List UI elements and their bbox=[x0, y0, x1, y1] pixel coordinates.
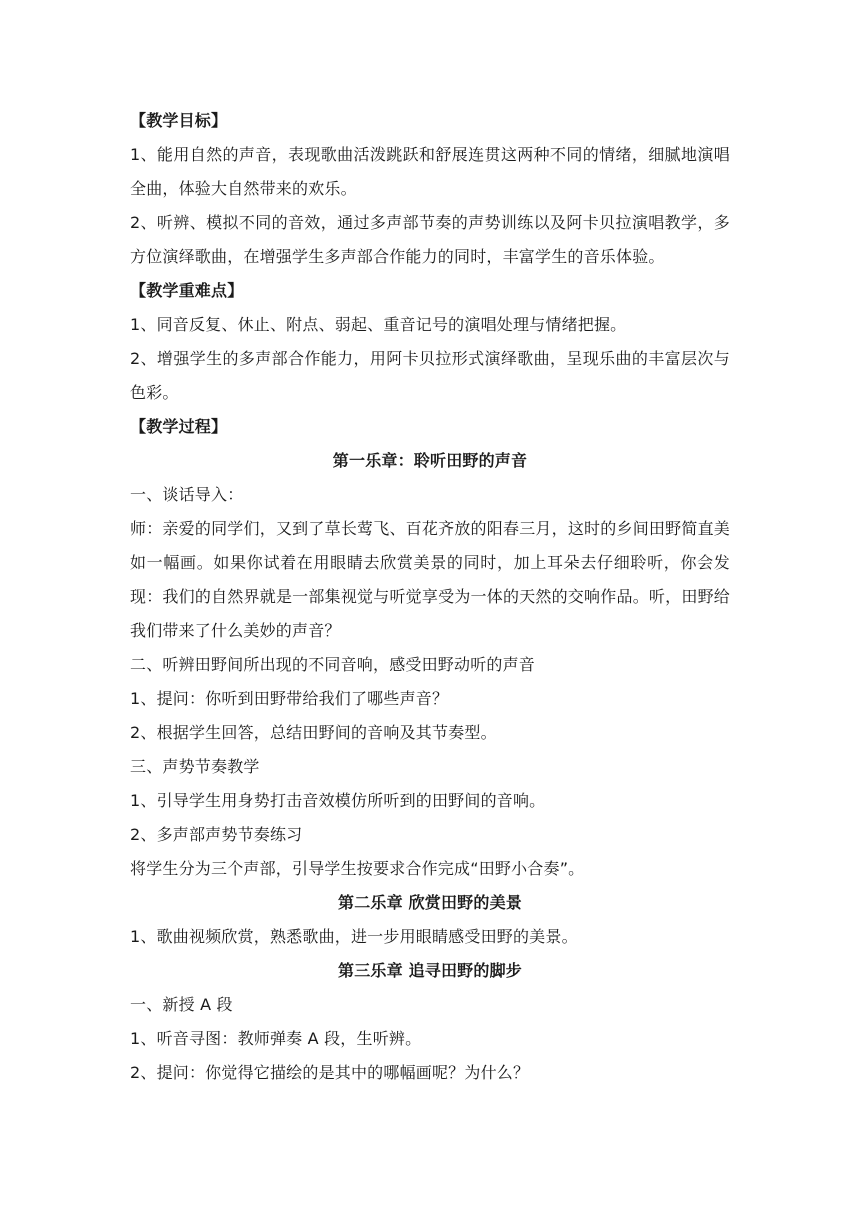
chapter-1-part-1-title: 一、谈话导入： bbox=[130, 485, 244, 504]
key-point-2: 2、增强学生的多声部合作能力，用阿卡贝拉形式演绎歌曲，呈现乐曲的丰富层次与色彩。 bbox=[130, 349, 730, 402]
chapter-3-item-1: 1、听音寻图：教师弹奏 A 段，生听辨。 bbox=[130, 1029, 422, 1048]
goals-heading: 【教学目标】 bbox=[130, 111, 228, 130]
chapter-2-title: 第二乐章 欣赏田野的美景 bbox=[338, 893, 522, 912]
chapter-1-part-3-title: 三、声势节奏教学 bbox=[130, 757, 260, 776]
process-heading: 【教学过程】 bbox=[130, 417, 228, 436]
chapter-1-part-2-item-1: 1、提问：你听到田野带给我们了哪些声音？ bbox=[130, 689, 449, 708]
chapter-2-item-1: 1、歌曲视频欣赏，熟悉歌曲，进一步用眼睛感受田野的美景。 bbox=[130, 927, 578, 946]
document-body bbox=[130, 104, 730, 1090]
chapter-1-part-2-item-2: 2、根据学生回答，总结田野间的音响及其节奏型。 bbox=[130, 723, 497, 742]
key-point-1: 1、同音反复、休止、附点、弱起、重音记号的演唱处理与情绪把握。 bbox=[130, 315, 627, 334]
chapter-3-item-2: 2、提问：你觉得它描绘的是其中的哪幅画呢？为什么？ bbox=[130, 1063, 530, 1082]
chapter-1-part-3-item-2: 2、多声部声势节奏练习 bbox=[130, 825, 303, 844]
key-points-heading: 【教学重难点】 bbox=[130, 281, 244, 300]
chapter-3-title: 第三乐章 追寻田野的脚步 bbox=[338, 961, 522, 980]
chapter-3-part-1-title: 一、新授 A 段 bbox=[130, 995, 233, 1014]
chapter-1-part-3-item-1: 1、引导学生用身势打击音效模仿所听到的田野间的音响。 bbox=[130, 791, 546, 810]
teacher-paragraph: 师：亲爱的同学们，又到了草长莺飞、百花齐放的阳春三月，这时的乡间田野简直美如一幅画。如果你试着在用眼睛去欣赏美景的同时，加上耳朵去仔细聆听，你会发现：我们的自然界就是一部集视觉与听觉享受为一体的天然的交响作品。听，田野给我们带来了什么美妙的声音？ bbox=[130, 519, 730, 640]
goal-item-1: 1、能用自然的声音，表现歌曲活泼跳跃和舒展连贯这两种不同的情绪，细腻地演唱全曲，体验大自然带来的欢乐。 bbox=[130, 145, 730, 198]
chapter-1-part-2-title: 二、听辨田野间所出现的不同音响，感受田野动听的声音 bbox=[130, 655, 536, 674]
goal-item-2: 2、听辨、模拟不同的音效，通过多声部节奏的声势训练以及阿卡贝拉演唱教学，多方位演绎歌曲，在增强学生多声部合作能力的同时，丰富学生的音乐体验。 bbox=[130, 213, 730, 266]
chapter-1-title: 第一乐章：聆听田野的声音 bbox=[332, 451, 528, 470]
chapter-1-part-3-note: 将学生分为三个声部，引导学生按要求合作完成“田野小合奏”。 bbox=[130, 859, 585, 878]
